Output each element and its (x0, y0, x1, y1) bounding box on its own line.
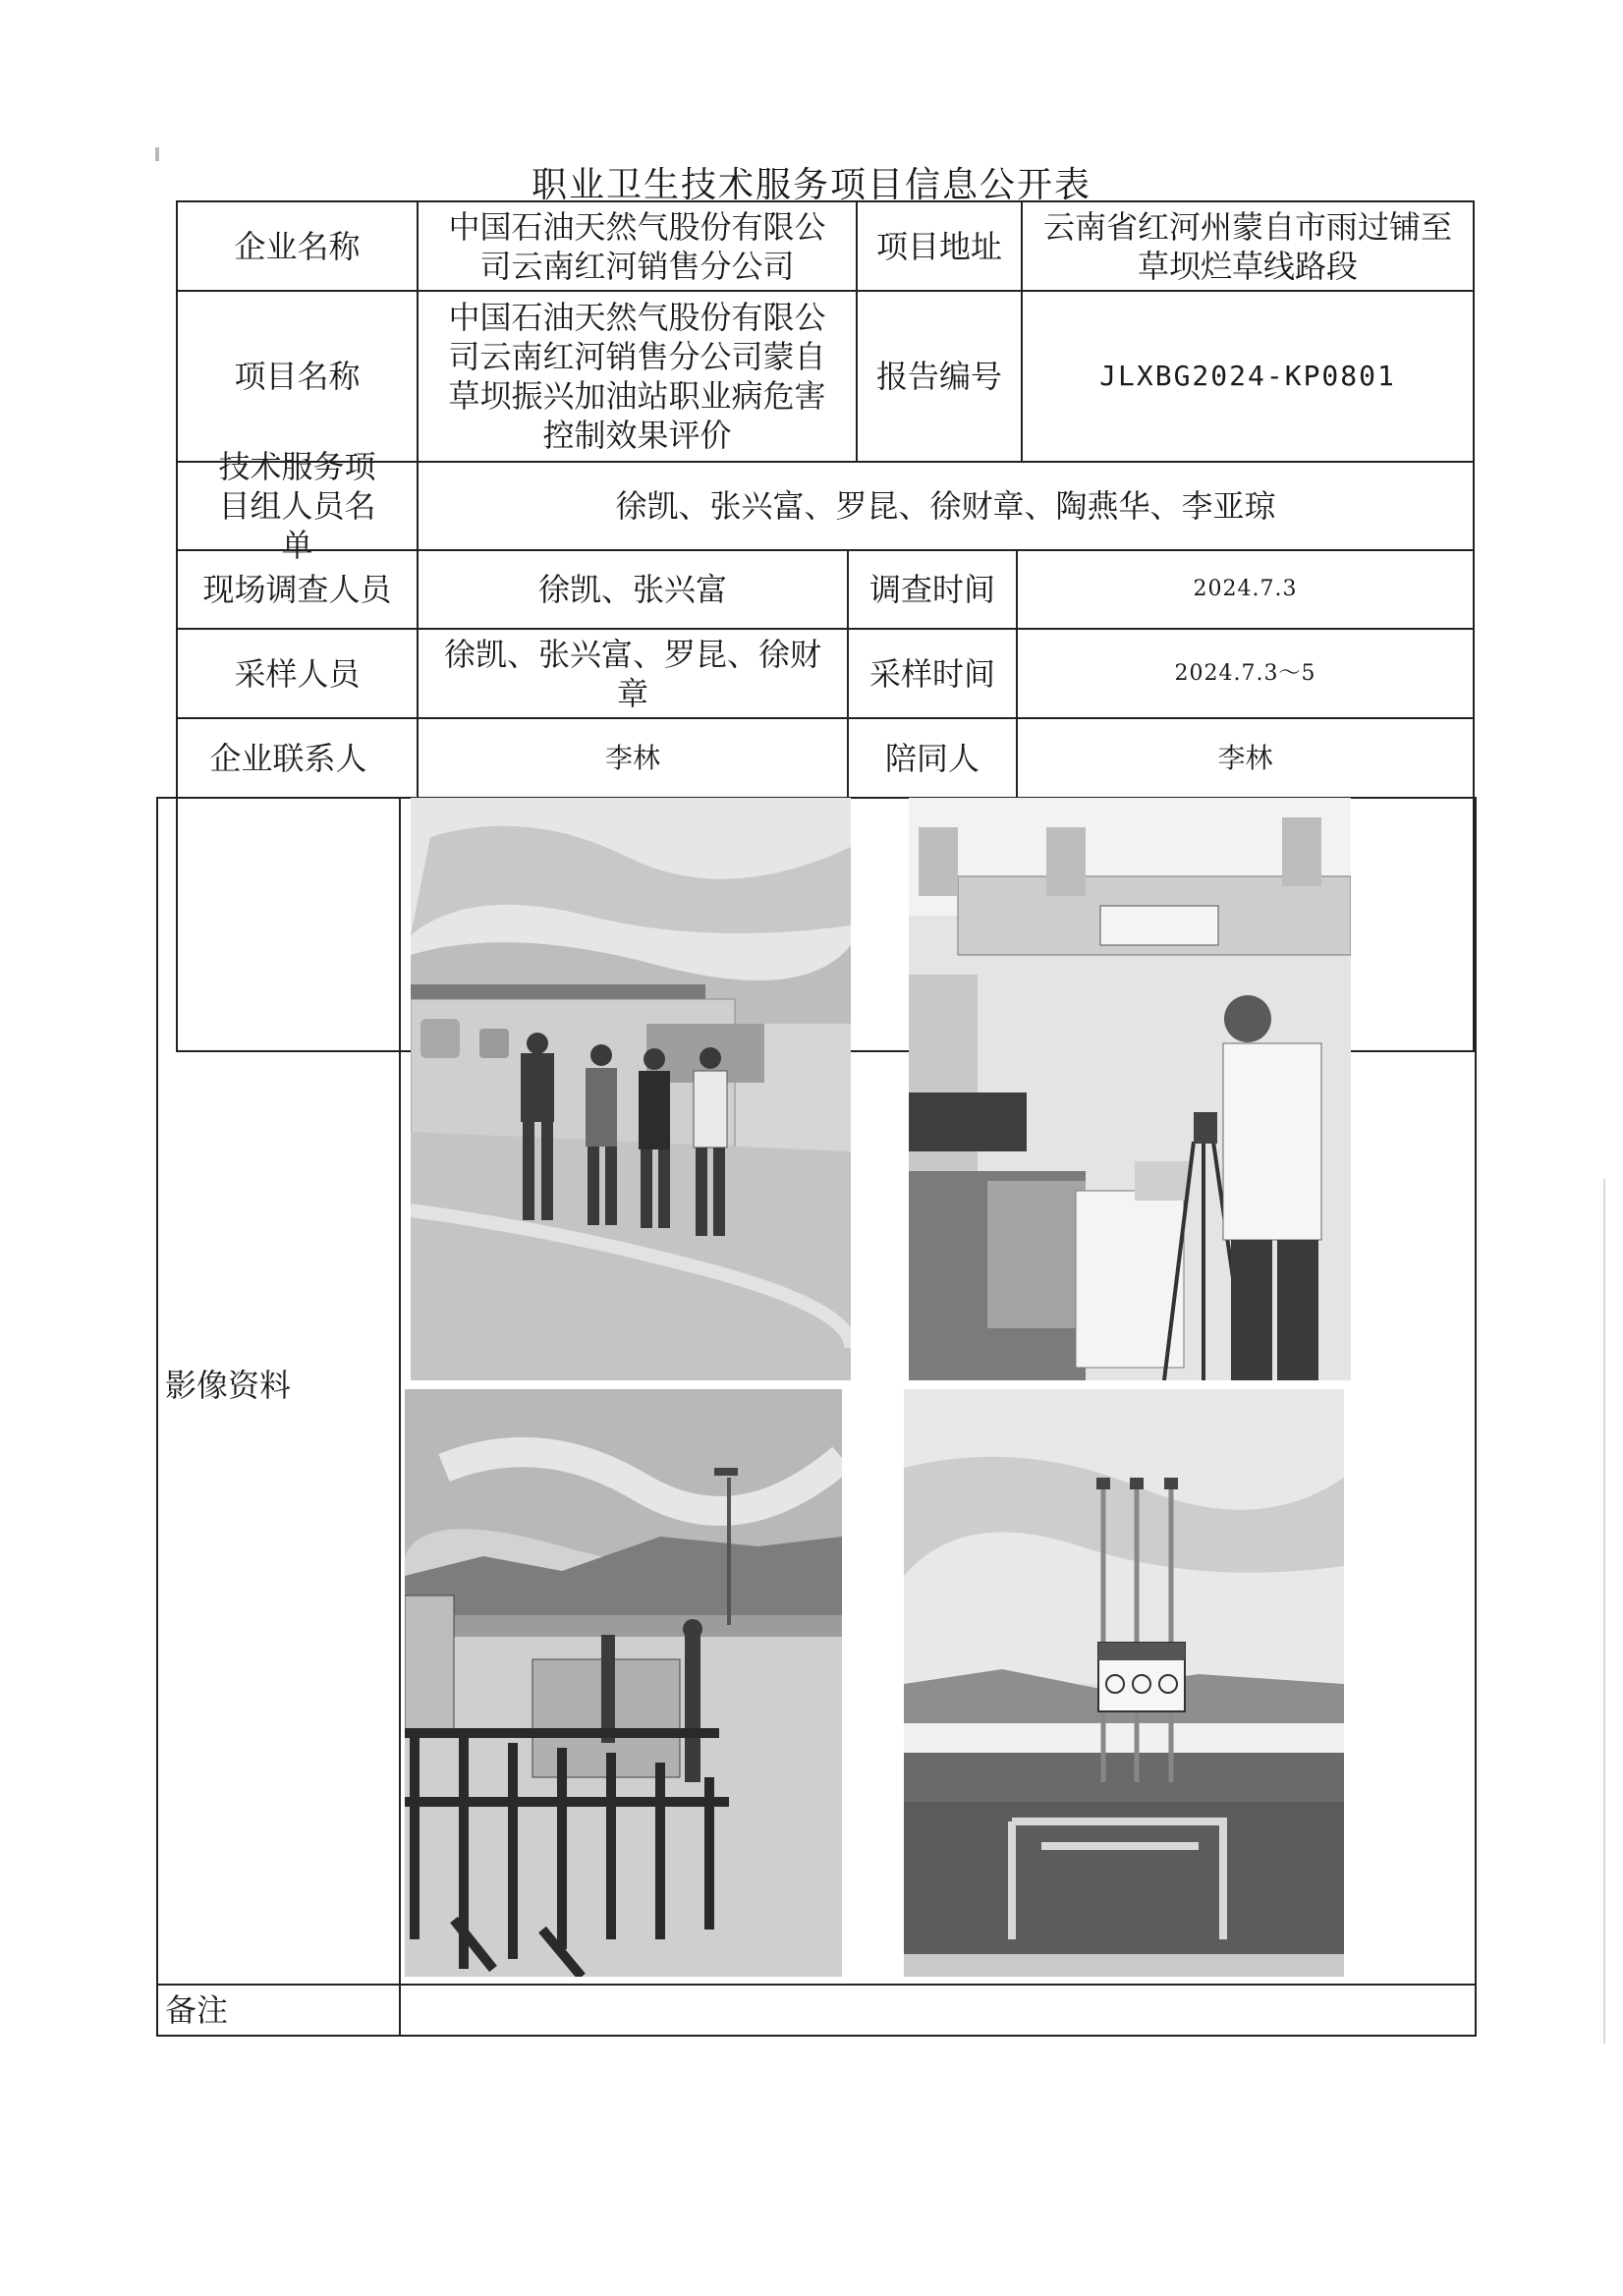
sampling-label: 采样人员 (234, 654, 361, 693)
survey-time-label: 调查时间 (868, 571, 995, 608)
images-label: 影像资料 (165, 1367, 292, 1404)
project-label: 项目名称 (234, 358, 361, 395)
contact-label: 企业联系人 (209, 739, 367, 777)
address-label: 项目地址 (875, 227, 1002, 265)
sampling-value: 徐凯、张兴富、罗昆、徐财章 (443, 635, 821, 712)
photo-monitoring-poles (904, 1389, 1344, 1977)
report-label: 报告编号 (875, 358, 1002, 395)
photo-store-measurement (909, 798, 1351, 1380)
sampling-time-label: 采样时间 (868, 654, 995, 693)
address-value: 云南省红河州蒙自市雨过铺至草坝烂草线路段 (1042, 207, 1452, 285)
report-number: JLXBG2024-KP0801 (1099, 360, 1396, 392)
team-label: 技术服务项目组人员名单 (218, 448, 376, 564)
survey-value: 徐凯、张兴富 (537, 571, 727, 608)
escort-label: 陪同人 (884, 739, 979, 777)
project-value: 中国石油天然气股份有限公司云南红河销售分公司蒙自草坝振兴加油站职业病危害控制效果评价 (448, 299, 826, 454)
enterprise-value: 中国石油天然气股份有限公司云南红河销售分公司 (448, 207, 826, 285)
contact-value: 李林 (604, 741, 660, 774)
scan-edge-line (1603, 1179, 1605, 2044)
survey-label: 现场调查人员 (202, 571, 392, 608)
escort-value: 李林 (1217, 741, 1273, 774)
photo-barrier-area (405, 1389, 842, 1977)
remarks-value (400, 1985, 1476, 2036)
photo-team-forecourt (411, 798, 851, 1380)
enterprise-label: 企业名称 (234, 227, 361, 265)
remarks-label: 备注 (165, 1991, 229, 2029)
sampling-time-value: 2024.7.3～5 (1174, 660, 1316, 686)
page-title: 职业卫生技术服务项目信息公开表 (531, 165, 1091, 205)
survey-time-value: 2024.7.3 (1193, 577, 1298, 601)
team-value: 徐凯、张兴富、罗昆、徐财章、陶燕华、李亚琼 (615, 487, 1276, 525)
